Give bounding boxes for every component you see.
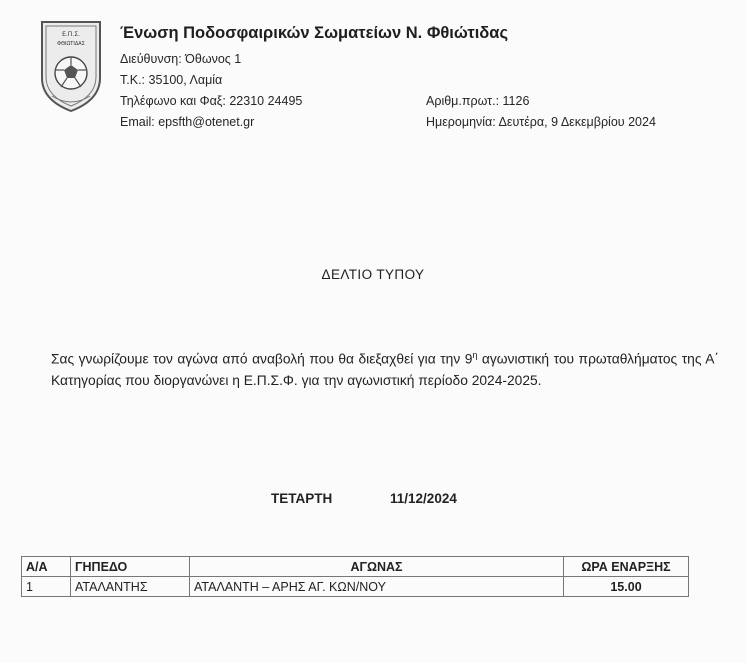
document-date: Ημερομηνία: Δευτέρα, 9 Δεκεμβρίου 2024: [426, 115, 656, 129]
header-stadium: ΓΗΠΕΔΟ: [71, 557, 190, 577]
header-match: ΑΓΩΝΑΣ: [190, 557, 564, 577]
match-date: 11/12/2024: [390, 491, 457, 506]
email: Email: epsfth@otenet.gr: [120, 115, 255, 129]
match-weekday: ΤΕΤΑΡΤΗ: [271, 491, 333, 506]
cell-stadium: ΑΤΑΛΑΝΤΗΣ: [71, 577, 190, 597]
body-part-2: αγωνιστική του πρωταθλήματος της Α΄ Κατηγορίας που διοργανώνει η Ε.Π.Σ.Φ. για την αγωνιστική περίοδο 2024-2025.: [51, 351, 719, 388]
matches-table: [21, 556, 689, 597]
phone-fax: Τηλέφωνο και Φαξ: 22310 24495: [120, 94, 303, 108]
protocol-number: Αριθμ.πρωτ.: 1126: [426, 94, 530, 108]
organization-name: Ένωση Ποδοσφαιρικών Σωματείων Ν. Φθιώτιδας: [120, 24, 509, 42]
eps-fthiotida-logo: [38, 18, 104, 114]
header-start-time: ΩΡΑ ΕΝΑΡΞΗΣ: [564, 557, 689, 577]
body-part-1: Σας γνωρίζουμε τον αγώνα από αναβολή που θα διεξαχθεί για την 9: [51, 351, 473, 367]
table-header-row: [22, 557, 689, 577]
address: Διεύθυνση: Όθωνος 1: [120, 52, 242, 66]
cell-start-time: 15.00: [564, 577, 689, 597]
svg-text:Ε.Π.Σ.: Ε.Π.Σ.: [62, 31, 80, 38]
body-superscript: η: [472, 350, 478, 360]
cell-aa: 1: [22, 577, 71, 597]
cell-match: ΑΤΑΛΑΝΤΗ – ΑΡΗΣ ΑΓ. ΚΩΝ/ΝΟΥ: [190, 577, 564, 597]
postal-code: Τ.Κ.: 35100, Λαμία: [120, 73, 223, 87]
body-paragraph: [51, 345, 719, 391]
table-row: [22, 577, 689, 597]
svg-text:ΦΘΙΩΤΙΔΑΣ: ΦΘΙΩΤΙΔΑΣ: [57, 41, 85, 47]
press-release-title: ΔΕΛΤΙΟ ΤΥΠΟΥ: [321, 267, 425, 282]
match-day: [271, 491, 457, 506]
header-aa: Α/Α: [22, 557, 71, 577]
